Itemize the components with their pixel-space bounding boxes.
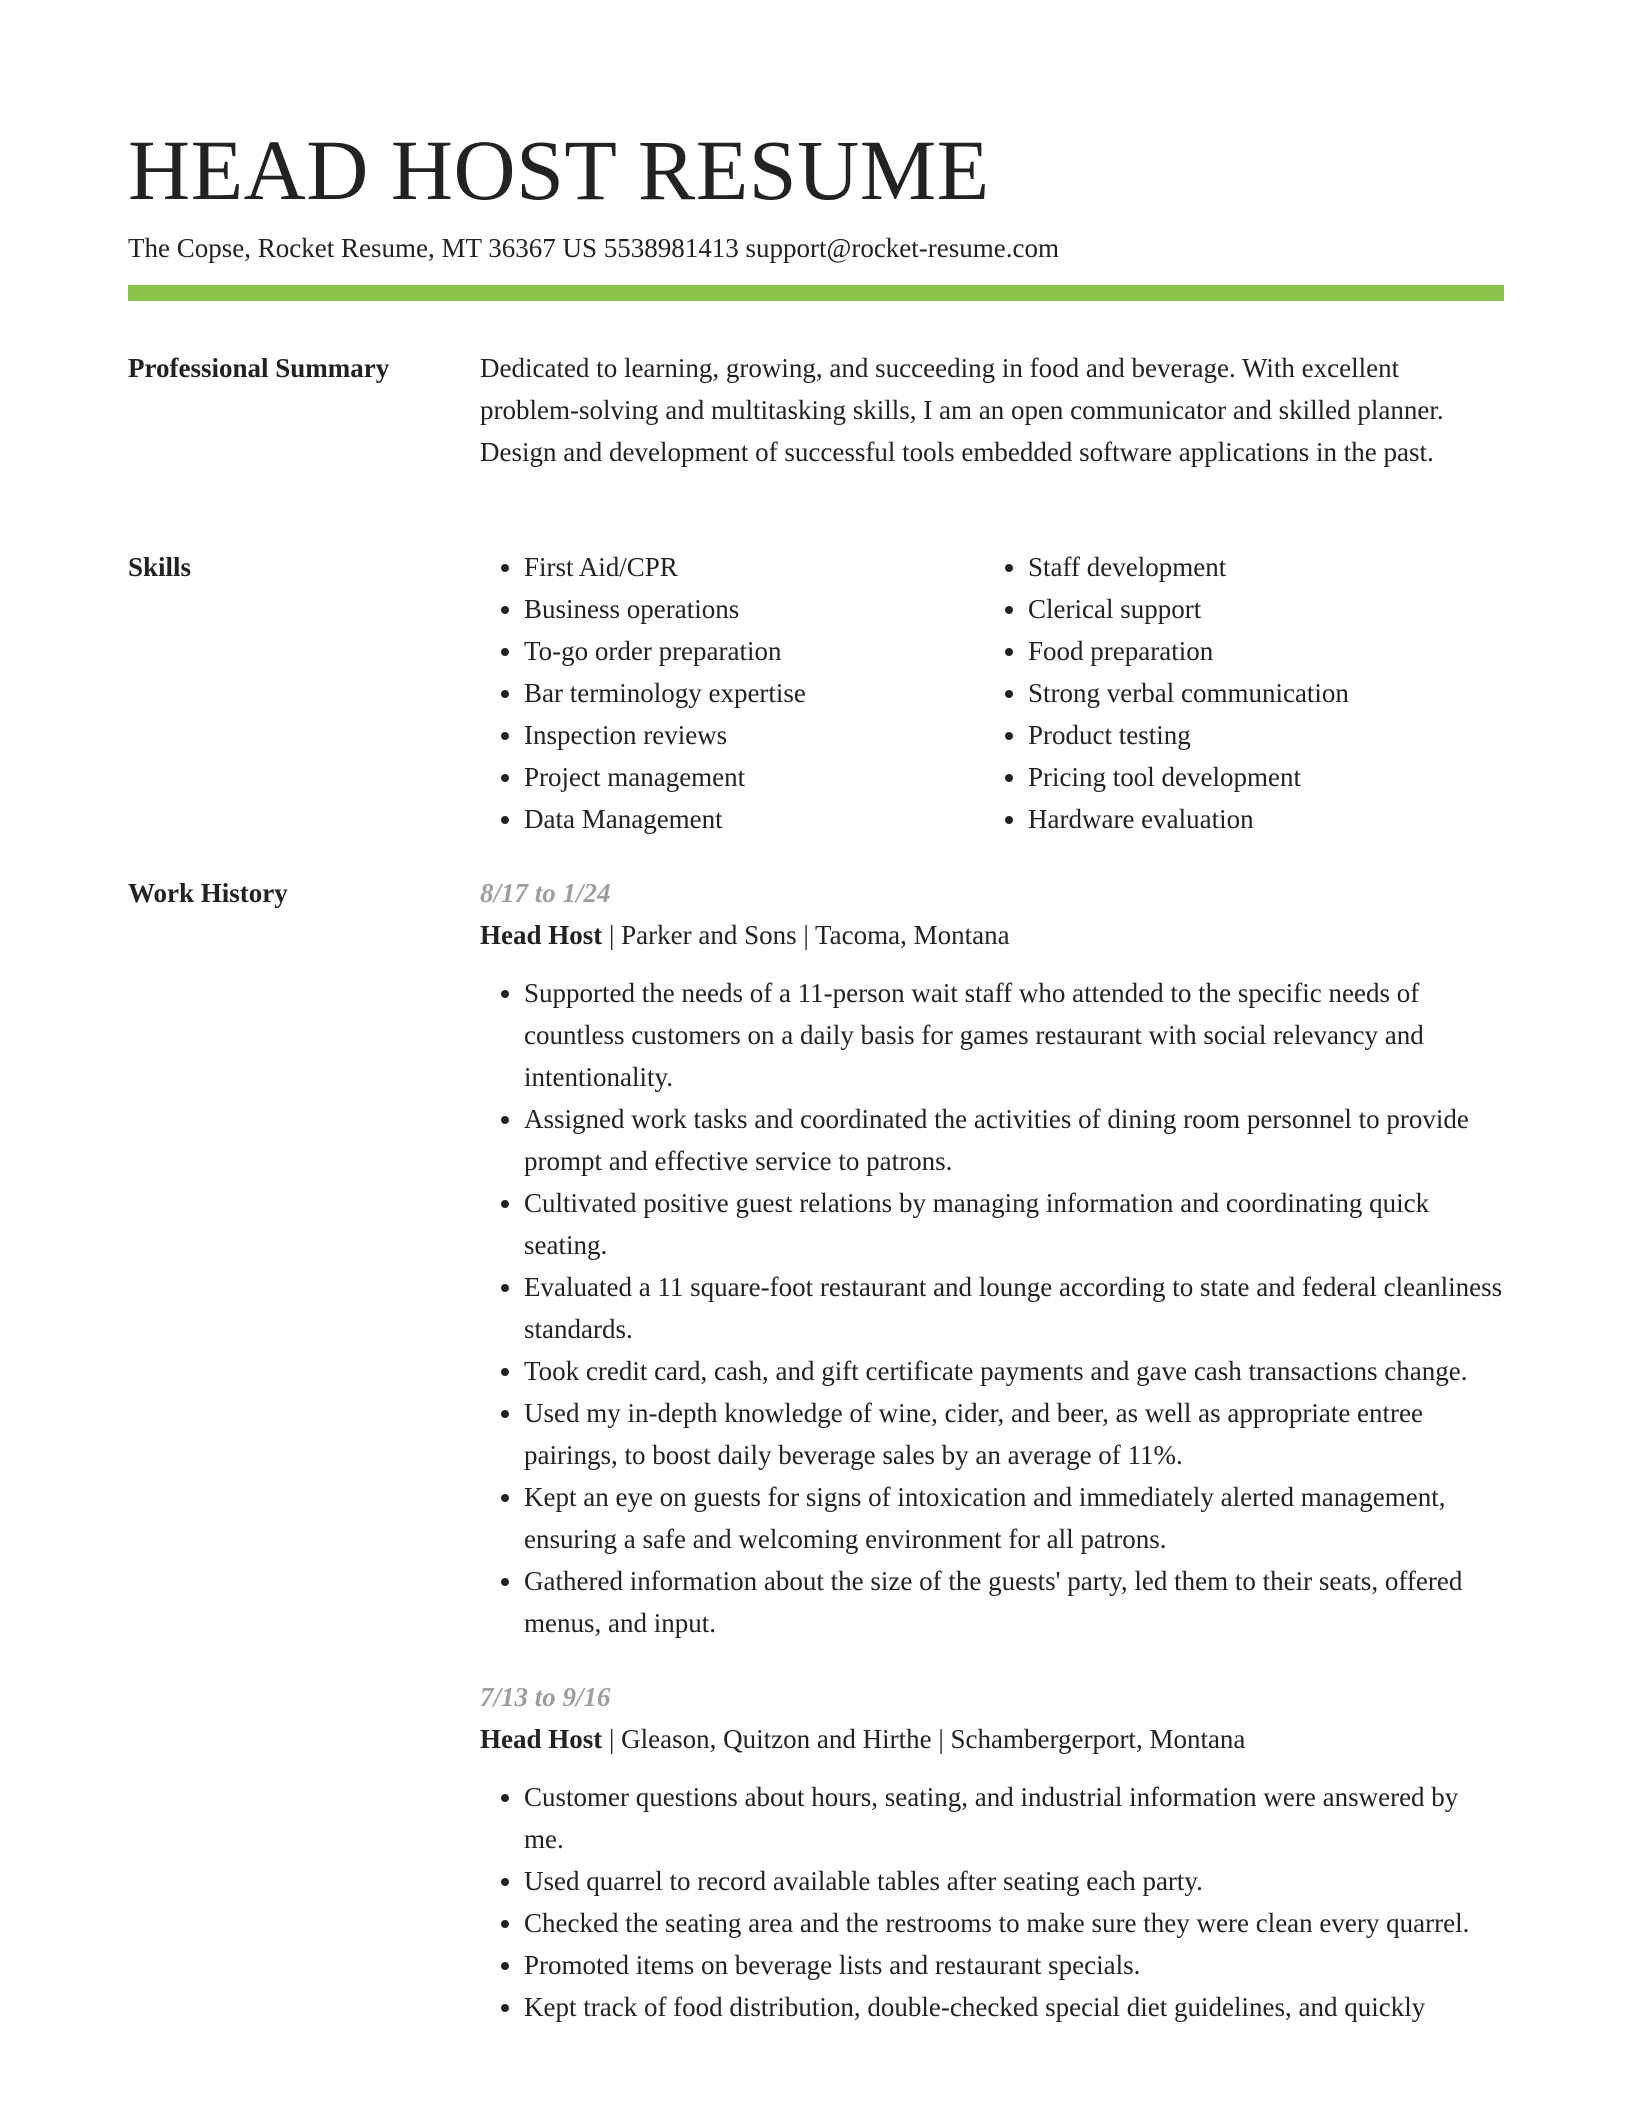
job-title: Head Host <box>480 1724 603 1754</box>
skill-item: • Pricing tool development <box>1028 756 1488 798</box>
job-bullet: • Kept track of food distribution, double-checked special diet guidelines, and quickly <box>524 1986 1504 2028</box>
job-bullet: • Took credit card, cash, and gift certificate payments and gave cash transactions change. <box>524 1350 1504 1392</box>
work-history-label: Work History <box>128 878 288 908</box>
skill-item: • First Aid/CPR <box>524 546 984 588</box>
skill-item: • Staff development <box>1028 546 1488 588</box>
job-bullet: • Evaluated a 11 square-foot restaurant and lounge according to state and federal cleanliness standards. <box>524 1266 1504 1350</box>
job-bullet-list <box>480 972 1504 1644</box>
skills-list-left <box>480 546 984 840</box>
job-details: | Parker and Sons | Tacoma, Montana <box>602 920 1010 950</box>
job-entry <box>480 872 1504 1644</box>
work-history-body <box>480 872 1504 2028</box>
contact-line: The Copse, Rocket Resume, MT 36367 US 5538981413 support@rocket-resume.com <box>128 233 1059 263</box>
job-details: | Gleason, Quitzon and Hirthe | Schambergerport, Montana <box>602 1724 1246 1754</box>
skills-body <box>480 546 1504 840</box>
skill-item: • Product testing <box>1028 714 1488 756</box>
job-bullet-list <box>480 1776 1504 2028</box>
job-bullet: • Used quarrel to record available tables after seating each party. <box>524 1860 1504 1902</box>
job-entry <box>480 1676 1504 2028</box>
skill-item: • To-go order preparation <box>524 630 984 672</box>
job-bullet: • Promoted items on beverage lists and restaurant specials. <box>524 1944 1504 1986</box>
job-heading <box>480 914 1504 956</box>
job-heading <box>480 1718 1504 1760</box>
skills-label: Skills <box>128 552 192 582</box>
skill-item: • Bar terminology expertise <box>524 672 984 714</box>
resume-title: HEAD HOST RESUME <box>128 122 990 218</box>
job-bullet: • Assigned work tasks and coordinated the activities of dining room personnel to provide prompt and effective service to patrons. <box>524 1098 1504 1182</box>
summary-text: Dedicated to learning, growing, and succeeding in food and beverage. With excellent problem-solving and multitasking skills, I am an open communicator and skilled planner. Design and development of successful tools embedded software applications in the past. <box>480 353 1444 467</box>
skill-item: • Food preparation <box>1028 630 1488 672</box>
skill-item: • Project management <box>524 756 984 798</box>
skill-item: • Data Management <box>524 798 984 840</box>
job-bullet: • Supported the needs of a 11-person wait staff who attended to the specific needs of countless customers on a daily basis for games restaurant with social relevancy and intentionality. <box>524 972 1504 1098</box>
job-bullet: • Used my in-depth knowledge of wine, cider, and beer, as well as appropriate entree pairings, to boost daily beverage sales by an average of 11%. <box>524 1392 1504 1476</box>
job-dates: 7/13 to 9/16 <box>480 1682 611 1712</box>
job-bullet: • Checked the seating area and the restrooms to make sure they were clean every quarrel. <box>524 1902 1504 1944</box>
header-accent-rule <box>128 285 1504 301</box>
summary-body <box>480 347 1504 473</box>
summary-label: Professional Summary <box>128 353 390 383</box>
job-bullet: • Gathered information about the size of the guests' party, led them to their seats, offered menus, and input. <box>524 1560 1504 1644</box>
skills-columns <box>480 546 1504 840</box>
job-bullet: • Cultivated positive guest relations by managing information and coordinating quick seating. <box>524 1182 1504 1266</box>
job-bullet: • Kept an eye on guests for signs of intoxication and immediately alerted management, ensuring a safe and welcoming environment for all patrons. <box>524 1476 1504 1560</box>
skill-item: • Clerical support <box>1028 588 1488 630</box>
skill-item: • Hardware evaluation <box>1028 798 1488 840</box>
skill-item: • Business operations <box>524 588 984 630</box>
skill-item: • Strong verbal communication <box>1028 672 1488 714</box>
skills-column-left <box>480 546 984 840</box>
skill-item: • Inspection reviews <box>524 714 984 756</box>
skills-list-right <box>984 546 1488 840</box>
job-title: Head Host <box>480 920 603 950</box>
job-dates: 8/17 to 1/24 <box>480 878 611 908</box>
job-bullet: • Customer questions about hours, seating, and industrial information were answered by me. <box>524 1776 1504 1860</box>
skills-column-right <box>984 546 1488 840</box>
